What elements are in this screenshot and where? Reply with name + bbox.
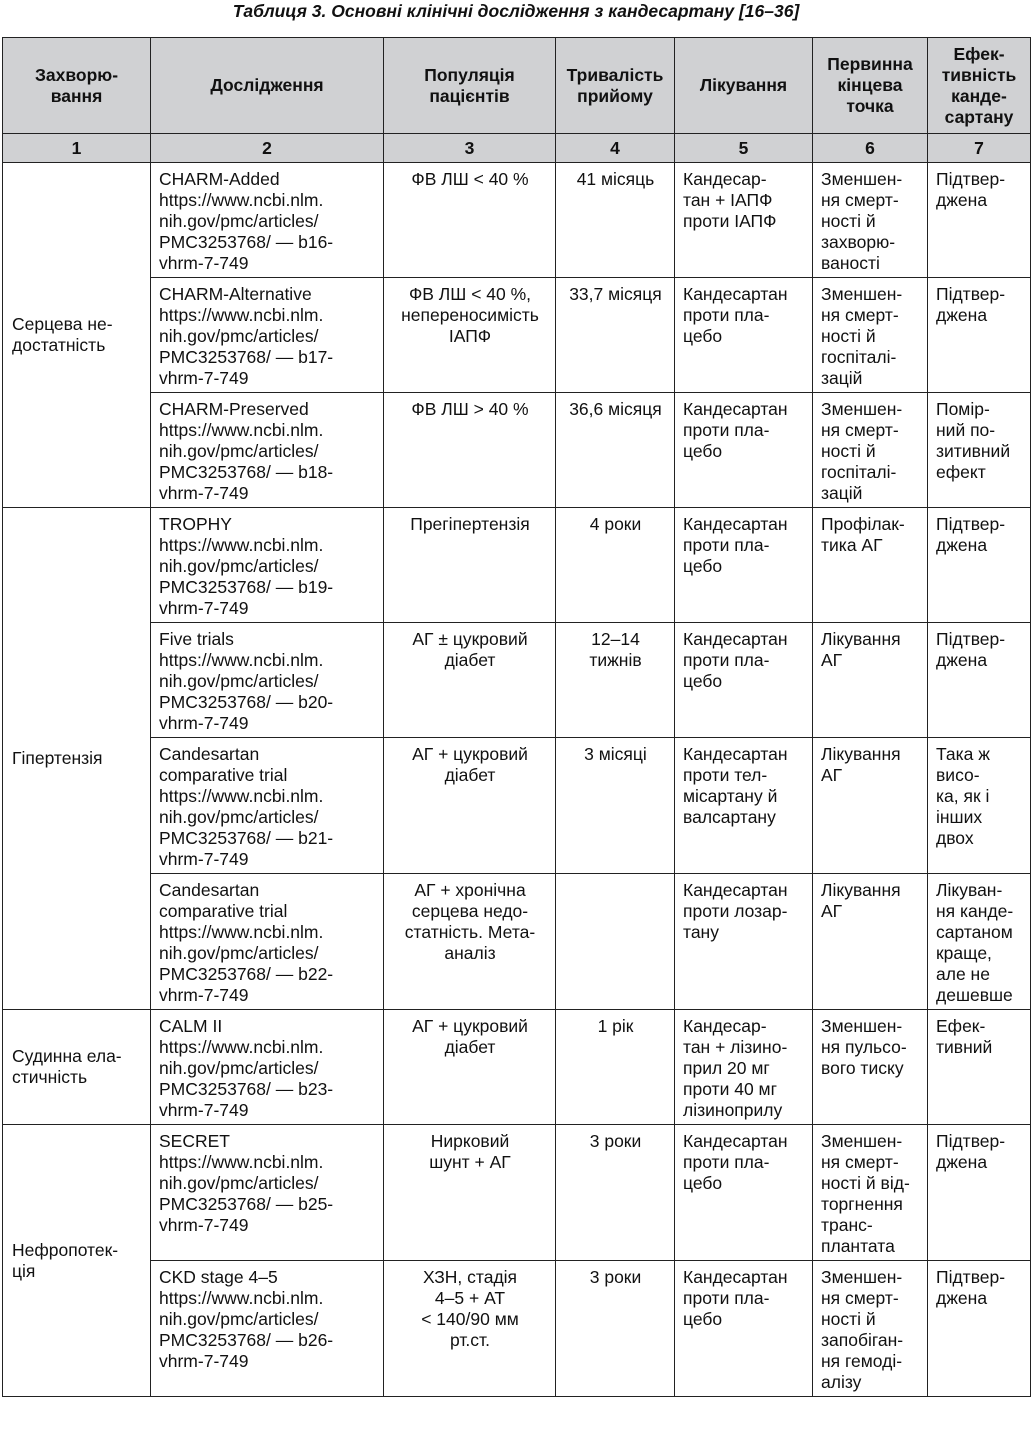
text-line: Нирковий xyxy=(430,1131,510,1151)
text-line: діабет xyxy=(444,1037,496,1057)
text-line: 3 місяці xyxy=(584,744,647,764)
text-line: Candesartan xyxy=(159,744,260,764)
text-line: джена xyxy=(936,190,988,210)
text-line: CHARM-Preserved xyxy=(159,399,309,419)
text-line: проти пла- xyxy=(683,1288,770,1308)
text-line: вого тиску xyxy=(821,1058,904,1078)
duration-cell xyxy=(556,508,675,623)
endpoint-cell xyxy=(813,278,928,393)
text-line: ня смерт- xyxy=(821,1288,899,1308)
text-line: джена xyxy=(936,1288,988,1308)
study-cell xyxy=(151,874,384,1010)
header-population xyxy=(384,38,556,134)
text-line: проти тел- xyxy=(683,765,768,785)
text-line: цебо xyxy=(683,1173,723,1193)
text-line: https://www.ncbi.nlm. xyxy=(159,650,324,670)
text-line: Кандесар- xyxy=(683,1016,767,1036)
text-line: vhrm-7-749 xyxy=(159,483,249,503)
endpoint-cell xyxy=(813,874,928,1010)
study-cell xyxy=(151,623,384,738)
text-line: джена xyxy=(936,650,988,670)
text-line: ня пульсо- xyxy=(821,1037,907,1057)
text-line: тан + ІАПФ xyxy=(683,190,773,210)
header-study xyxy=(151,38,384,134)
text-line: Кандесартан xyxy=(683,629,788,649)
text-line: vhrm-7-749 xyxy=(159,253,249,273)
text-line: достатність xyxy=(12,335,106,355)
text-line: ФВ ЛШ > 40 % xyxy=(411,399,529,419)
text-line: https://www.ncbi.nlm. xyxy=(159,420,324,440)
study-cell xyxy=(151,1261,384,1397)
text-line: Помір- xyxy=(936,399,990,419)
duration-cell xyxy=(556,1125,675,1261)
disease-cell xyxy=(3,1010,151,1125)
text-line: PMC3253768/ — b19- xyxy=(159,577,334,597)
text-line: ності й від- xyxy=(821,1173,910,1193)
text-line: Ефек- xyxy=(936,1016,986,1036)
column-number: 7 xyxy=(928,134,1031,163)
text-line: PMC3253768/ — b20- xyxy=(159,692,334,712)
text-line: Гіпертензія xyxy=(12,748,103,768)
text-line: 4 роки xyxy=(589,514,642,534)
text-line: PMC3253768/ — b26- xyxy=(159,1330,334,1350)
text-line: серцева недо- xyxy=(411,901,529,921)
text-line: 4–5 + АТ xyxy=(434,1288,506,1308)
text-line: проти пла- xyxy=(683,650,770,670)
table-row xyxy=(3,1125,1031,1261)
text-line: цебо xyxy=(683,326,723,346)
text-line: пацієнтів xyxy=(429,85,510,106)
text-line: алізу xyxy=(821,1372,862,1392)
table-row xyxy=(3,393,1031,508)
treatment-cell xyxy=(675,738,813,874)
table-row xyxy=(3,278,1031,393)
efficacy-cell xyxy=(928,1125,1031,1261)
text-line: < 140/90 мм xyxy=(421,1309,519,1329)
efficacy-cell xyxy=(928,623,1031,738)
text-line: vhrm-7-749 xyxy=(159,849,249,869)
column-number: 6 xyxy=(813,134,928,163)
text-line: ФВ ЛШ < 40 % xyxy=(411,169,529,189)
text-line: https://www.ncbi.nlm. xyxy=(159,786,324,806)
text-line: vhrm-7-749 xyxy=(159,598,249,618)
text-line: джена xyxy=(936,535,988,555)
text-line: висо- xyxy=(936,765,980,785)
population-cell xyxy=(384,1125,556,1261)
text-line: ка, як і xyxy=(936,786,990,806)
text-line: https://www.ncbi.nlm. xyxy=(159,190,324,210)
text-line: vhrm-7-749 xyxy=(159,985,249,1005)
text-line: 3 роки xyxy=(589,1131,642,1151)
text-line: цебо xyxy=(683,1309,723,1329)
efficacy-cell xyxy=(928,163,1031,278)
text-line: https://www.ncbi.nlm. xyxy=(159,1152,324,1172)
text-line: але не xyxy=(936,964,990,984)
duration-cell xyxy=(556,874,675,1010)
text-line: nih.gov/pmc/articles/ xyxy=(159,556,319,576)
population-cell xyxy=(384,623,556,738)
text-line: vhrm-7-749 xyxy=(159,1215,249,1235)
text-line: Кандесартан xyxy=(683,744,788,764)
text-line: госпіталі- xyxy=(821,462,897,482)
efficacy-cell xyxy=(928,278,1031,393)
text-line: цебо xyxy=(683,671,723,691)
text-line: торгнення xyxy=(821,1194,903,1214)
text-line: валсартану xyxy=(683,807,776,827)
text-line: дешевше xyxy=(936,985,1013,1005)
text-line: аналіз xyxy=(444,943,496,963)
text-line: Така ж xyxy=(936,744,990,764)
text-line: ня смерт- xyxy=(821,190,899,210)
text-line: Лікування xyxy=(821,744,901,764)
text-line: Зменшен- xyxy=(821,1267,903,1287)
text-line: Лікування xyxy=(821,629,901,649)
population-cell xyxy=(384,738,556,874)
text-line: vhrm-7-749 xyxy=(159,1351,249,1371)
table-caption: Таблиця 3. Основні клінічні дослідження з кандесартану [16–36] xyxy=(232,1,800,21)
text-line: джена xyxy=(936,305,988,325)
text-line: проти пла- xyxy=(683,420,770,440)
duration-cell xyxy=(556,738,675,874)
text-line: тивність xyxy=(941,64,1017,85)
text-line: шунт + АГ xyxy=(429,1152,511,1172)
text-line: джена xyxy=(936,1152,988,1172)
text-line: https://www.ncbi.nlm. xyxy=(159,305,324,325)
text-line: Кандесартан xyxy=(683,880,788,900)
text-line: CALM II xyxy=(159,1016,223,1036)
text-line: Лікування xyxy=(821,880,901,900)
endpoint-cell xyxy=(813,508,928,623)
text-line: nih.gov/pmc/articles/ xyxy=(159,1173,319,1193)
text-line: nih.gov/pmc/articles/ xyxy=(159,211,319,231)
studies-table xyxy=(2,37,1031,1397)
text-line: comparative trial xyxy=(159,901,288,921)
text-line: діабет xyxy=(444,650,496,670)
text-line: ності й xyxy=(821,211,876,231)
text-line: статність. Мета- xyxy=(404,922,536,942)
table-row xyxy=(3,874,1031,1010)
table-row xyxy=(3,1261,1031,1397)
text-line: https://www.ncbi.nlm. xyxy=(159,535,324,555)
text-line: ФВ ЛШ < 40 %, xyxy=(408,284,532,304)
duration-cell xyxy=(556,623,675,738)
text-line: https://www.ncbi.nlm. xyxy=(159,1037,324,1057)
text-line: госпіталі- xyxy=(821,347,897,367)
column-number: 3 xyxy=(384,134,556,163)
text-line: 41 місяць xyxy=(576,169,655,189)
text-line: 12–14 xyxy=(591,629,640,649)
text-line: PMC3253768/ — b22- xyxy=(159,964,334,984)
column-number: 5 xyxy=(675,134,813,163)
text-line: краще, xyxy=(936,943,992,963)
text-line: PMC3253768/ — b18- xyxy=(159,462,334,482)
text-line: Лікуван- xyxy=(936,880,1003,900)
text-line: сартаном xyxy=(936,922,1013,942)
text-line: сартану xyxy=(944,106,1014,127)
disease-cell xyxy=(3,508,151,1010)
text-line: nih.gov/pmc/articles/ xyxy=(159,1309,319,1329)
disease-cell xyxy=(3,1125,151,1397)
header-duration xyxy=(556,38,675,134)
treatment-cell xyxy=(675,508,813,623)
text-line: тика АГ xyxy=(821,535,883,555)
column-number: 1 xyxy=(3,134,151,163)
treatment-cell xyxy=(675,623,813,738)
text-line: Ефек- xyxy=(953,43,1005,64)
treatment-cell xyxy=(675,1125,813,1261)
text-line: АГ xyxy=(821,765,843,785)
text-line: кінцева xyxy=(837,75,903,95)
text-line: SECRET xyxy=(159,1131,230,1151)
study-cell xyxy=(151,278,384,393)
text-line: вання xyxy=(50,85,103,106)
column-number: 2 xyxy=(151,134,384,163)
text-line: проти ІАПФ xyxy=(683,211,777,231)
header-endpoint xyxy=(813,38,928,134)
text-line: проти пла- xyxy=(683,305,770,325)
text-line: запобіган- xyxy=(821,1330,904,1350)
study-cell xyxy=(151,163,384,278)
text-line: Підтвер- xyxy=(936,1267,1006,1287)
text-line: nih.gov/pmc/articles/ xyxy=(159,671,319,691)
text-line: Five trials xyxy=(159,629,234,649)
text-line: ності й xyxy=(821,1309,876,1329)
treatment-cell xyxy=(675,874,813,1010)
table-row xyxy=(3,163,1031,278)
efficacy-cell xyxy=(928,1010,1031,1125)
text-line: проти пла- xyxy=(683,535,770,555)
table-row xyxy=(3,508,1031,623)
study-cell xyxy=(151,738,384,874)
text-line: транс- xyxy=(821,1215,873,1235)
text-line: Зменшен- xyxy=(821,1131,903,1151)
treatment-cell xyxy=(675,278,813,393)
text-line: Кандесартан xyxy=(683,514,788,534)
table-row xyxy=(3,738,1031,874)
population-cell xyxy=(384,874,556,1010)
text-line: nih.gov/pmc/articles/ xyxy=(159,943,319,963)
column-number: 4 xyxy=(556,134,675,163)
text-line: проти пла- xyxy=(683,1152,770,1172)
text-line: Первинна xyxy=(827,54,913,74)
text-line: Candesartan xyxy=(159,880,260,900)
text-line: тан + лізино- xyxy=(683,1037,788,1057)
text-line: Судинна ела- xyxy=(12,1046,122,1066)
efficacy-cell xyxy=(928,393,1031,508)
endpoint-cell xyxy=(813,1125,928,1261)
text-line: захворю- xyxy=(821,232,896,252)
text-line: Нефропотек- xyxy=(12,1239,119,1260)
text-line: прийому xyxy=(577,85,653,106)
population-cell xyxy=(384,278,556,393)
header-efficacy xyxy=(928,38,1031,134)
text-line: Зменшен- xyxy=(821,1016,903,1036)
text-line: Зменшен- xyxy=(821,284,903,304)
population-cell xyxy=(384,1261,556,1397)
text-line: ня гемоді- xyxy=(821,1351,903,1371)
population-cell xyxy=(384,163,556,278)
text-line: vhrm-7-749 xyxy=(159,1100,249,1120)
text-line: АГ ± цукровий xyxy=(412,629,528,649)
duration-cell xyxy=(556,163,675,278)
text-line: ваності xyxy=(821,253,880,273)
text-line: ня смерт- xyxy=(821,420,899,440)
treatment-cell xyxy=(675,1010,813,1125)
text-line: TROPHY xyxy=(159,514,232,534)
text-line: проти 40 мг xyxy=(683,1079,777,1099)
text-line: проти лозар- xyxy=(683,901,788,921)
text-line: ІАПФ xyxy=(448,326,492,346)
text-line: канде- xyxy=(951,85,1007,106)
efficacy-cell xyxy=(928,1261,1031,1397)
duration-cell xyxy=(556,278,675,393)
text-line: АГ + цукровий xyxy=(412,744,528,764)
text-line: https://www.ncbi.nlm. xyxy=(159,922,324,942)
text-line: 33,7 місяця xyxy=(569,284,662,304)
population-cell xyxy=(384,393,556,508)
population-cell xyxy=(384,508,556,623)
text-line: 36,6 місяця xyxy=(569,399,662,419)
study-cell xyxy=(151,1125,384,1261)
text-line: Підтвер- xyxy=(936,284,1006,304)
endpoint-cell xyxy=(813,623,928,738)
text-line: 3 роки xyxy=(589,1267,642,1287)
text-line: Популяція xyxy=(424,64,515,85)
text-line: місартану й xyxy=(683,786,778,806)
study-cell xyxy=(151,1010,384,1125)
efficacy-cell xyxy=(928,738,1031,874)
table-row xyxy=(3,623,1031,738)
text-line: Прегіпертензія xyxy=(410,514,530,534)
text-line: плантата xyxy=(821,1236,895,1256)
text-line: точка xyxy=(846,96,894,116)
duration-cell xyxy=(556,393,675,508)
text-line: ня канде- xyxy=(936,901,1014,921)
endpoint-cell xyxy=(813,163,928,278)
text-line: Підтвер- xyxy=(936,514,1006,534)
text-line: ний по- xyxy=(936,420,996,440)
treatment-cell xyxy=(675,393,813,508)
text-line: тану xyxy=(683,922,719,942)
efficacy-cell xyxy=(928,874,1031,1010)
text-line: Кандесартан xyxy=(683,284,788,304)
text-line: PMC3253768/ — b23- xyxy=(159,1079,334,1099)
text-line: АГ + хронічна xyxy=(414,880,526,900)
text-line: 1 рік xyxy=(597,1016,634,1036)
treatment-cell xyxy=(675,163,813,278)
table-row xyxy=(3,1010,1031,1125)
endpoint-cell xyxy=(813,738,928,874)
text-line: CHARM-Added xyxy=(159,169,280,189)
header-row xyxy=(3,38,1031,134)
text-line: ХЗН, стадія xyxy=(422,1267,518,1287)
text-line: цебо xyxy=(683,441,723,461)
text-line: АГ xyxy=(821,901,843,921)
text-line: Тривалість xyxy=(566,64,664,85)
text-line: ня смерт- xyxy=(821,1152,899,1172)
text-line: Лікування xyxy=(699,75,788,95)
text-line: непереносимість xyxy=(401,305,539,325)
text-line: nih.gov/pmc/articles/ xyxy=(159,441,319,461)
text-line: Захворю- xyxy=(34,64,119,85)
text-line: PMC3253768/ — b16- xyxy=(159,232,334,252)
header-treatment xyxy=(675,38,813,134)
text-line: ності й xyxy=(821,441,876,461)
text-line: тижнів xyxy=(589,650,642,670)
text-line: vhrm-7-749 xyxy=(159,713,249,733)
duration-cell xyxy=(556,1261,675,1397)
study-cell xyxy=(151,393,384,508)
text-line: тивний xyxy=(936,1037,993,1057)
text-line: рт.ст. xyxy=(450,1330,490,1350)
text-line: Підтвер- xyxy=(936,629,1006,649)
text-line: vhrm-7-749 xyxy=(159,368,249,388)
text-line: Зменшен- xyxy=(821,169,903,189)
text-line: зацій xyxy=(821,483,863,503)
text-line: comparative trial xyxy=(159,765,288,785)
text-line: PMC3253768/ — b25- xyxy=(159,1194,334,1214)
table-body xyxy=(3,134,1031,1397)
text-line: АГ + цукровий xyxy=(412,1016,528,1036)
text-line: nih.gov/pmc/articles/ xyxy=(159,1058,319,1078)
text-line: Профілак- xyxy=(821,514,905,534)
text-line: лізиноприлу xyxy=(683,1100,783,1120)
text-line: PMC3253768/ — b17- xyxy=(159,347,334,367)
text-line: двох xyxy=(936,828,974,848)
text-line: ності й xyxy=(821,326,876,346)
text-line: Кандесартан xyxy=(683,1131,788,1151)
text-line: цебо xyxy=(683,556,723,576)
text-line: nih.gov/pmc/articles/ xyxy=(159,326,319,346)
text-line: PMC3253768/ — b21- xyxy=(159,828,334,848)
text-line: Кандесартан xyxy=(683,1267,788,1287)
endpoint-cell xyxy=(813,1010,928,1125)
endpoint-cell xyxy=(813,1261,928,1397)
text-line: nih.gov/pmc/articles/ xyxy=(159,807,319,827)
text-line: Дослідження xyxy=(210,75,324,95)
endpoint-cell xyxy=(813,393,928,508)
text-line: зацій xyxy=(821,368,863,388)
disease-cell xyxy=(3,163,151,508)
column-number-row xyxy=(3,134,1031,163)
text-line: Серцева не- xyxy=(12,314,113,334)
header-disease xyxy=(3,38,151,134)
text-line: Кандесартан xyxy=(683,399,788,419)
text-line: діабет xyxy=(444,765,496,785)
text-line: АГ xyxy=(821,650,843,670)
text-line: Кандесар- xyxy=(683,169,767,189)
duration-cell xyxy=(556,1010,675,1125)
text-line: CHARM-Alternative xyxy=(159,284,312,304)
text-line: ня смерт- xyxy=(821,305,899,325)
text-line: CKD stage 4–5 xyxy=(159,1267,278,1287)
text-line: зитивний xyxy=(936,441,1011,461)
text-line: стичність xyxy=(12,1067,88,1087)
text-line: прил 20 мг xyxy=(683,1058,770,1078)
text-line: ція xyxy=(12,1260,36,1281)
text-line: Зменшен- xyxy=(821,399,903,419)
text-line: https://www.ncbi.nlm. xyxy=(159,1288,324,1308)
text-line: ефект xyxy=(936,462,986,482)
text-line: Підтвер- xyxy=(936,169,1006,189)
population-cell xyxy=(384,1010,556,1125)
efficacy-cell xyxy=(928,508,1031,623)
treatment-cell xyxy=(675,1261,813,1397)
text-line: інших xyxy=(936,807,983,827)
text-line: Підтвер- xyxy=(936,1131,1006,1151)
study-cell xyxy=(151,508,384,623)
